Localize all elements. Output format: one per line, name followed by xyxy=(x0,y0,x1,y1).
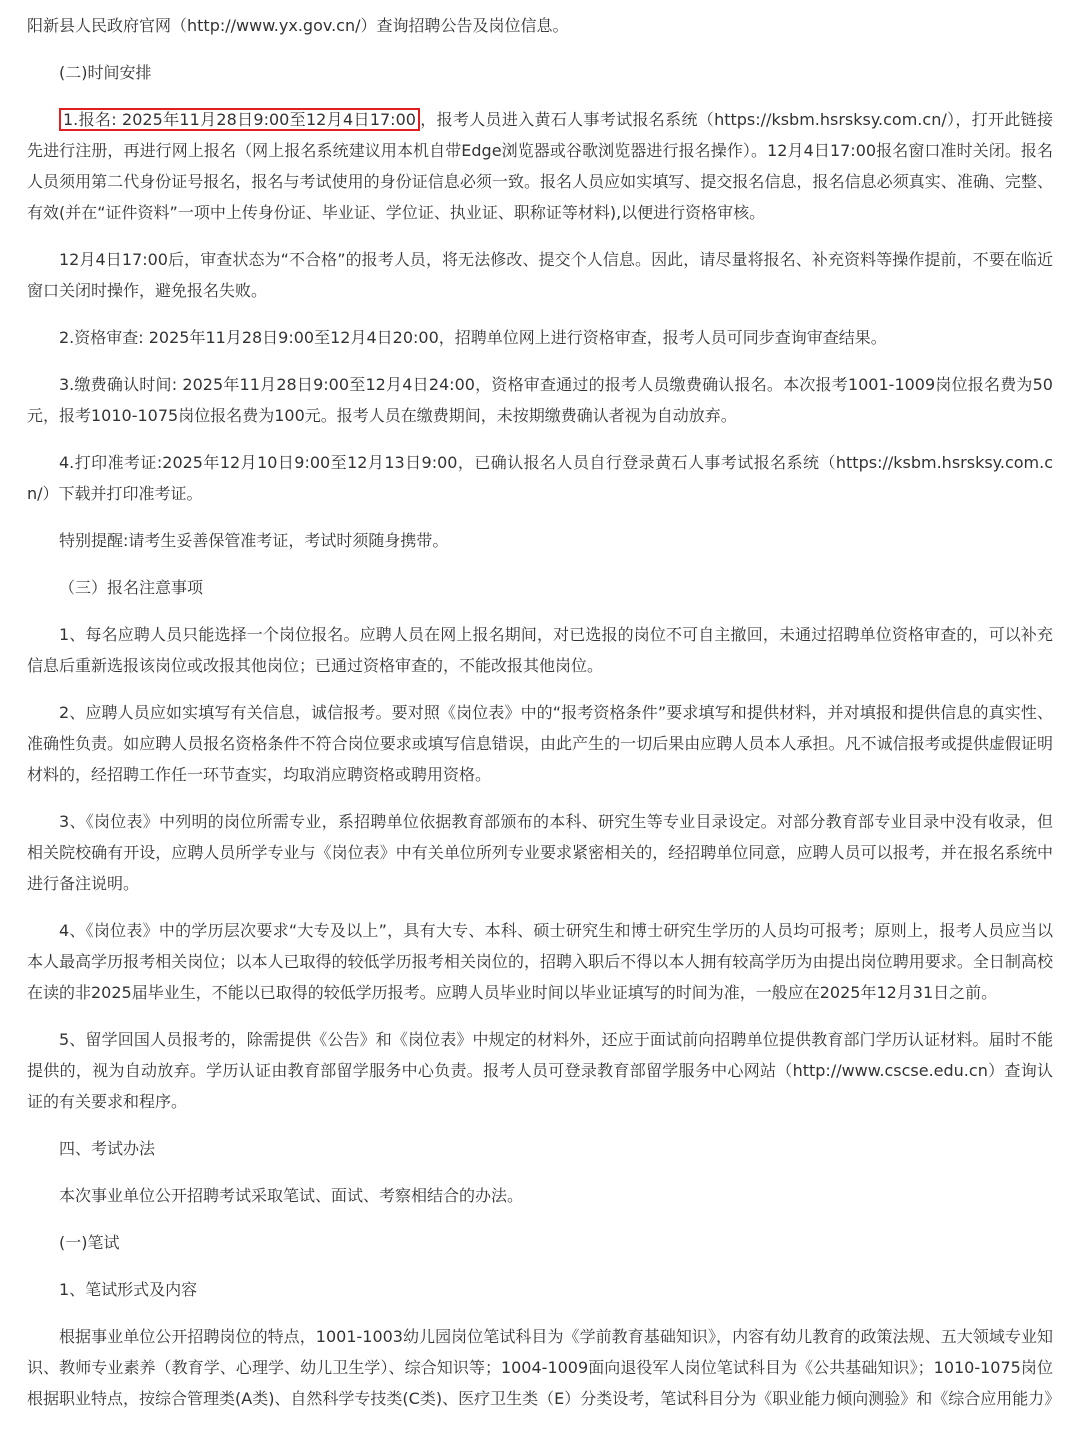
section-heading-written: (一)笔试 xyxy=(59,1233,120,1252)
note-3: 3、《岗位表》中列明的岗位所需专业，系招聘单位依据教育部颁布的本科、研究生等专业目录设定。对部分教育部专业目录中没有收录，但相关院校确有开设，应聘人员所学专业与《岗位表》中有关单位所列专业要求紧密相关的，经招聘单位同意，应聘人员可以报考，并在报名系统中进行备注说明。 xyxy=(27,812,1053,893)
intro-paragraph: 阳新县人民政府官网（http://www.yx.gov.cn/）查询招聘公告及岗位信息。 xyxy=(27,16,569,35)
review-paragraph: 2.资格审查: 2025年11月28日9:00至12月4日20:00，招聘单位网上进行资格审查，报考人员可同步查询审查结果。 xyxy=(59,328,887,347)
section-heading-notes: （三）报名注意事项 xyxy=(59,578,204,597)
registration-highlight: 1.报名: 2025年11月28日9:00至12月4日17:00 xyxy=(59,108,420,131)
note-1: 1、每名应聘人员只能选择一个岗位报名。应聘人员在网上报名期间，对已选报的岗位不可自主撤回，未通过招聘单位资格审查的，可以补充信息后重新选报该岗位或改报其他岗位；已通过资格审查的，不能改报其他岗位。 xyxy=(27,625,1053,675)
registration-paragraph xyxy=(27,104,1053,228)
written-exam-paragraph: 根据事业单位公开招聘岗位的特点，1001-1003幼儿园岗位笔试科目为《学前教育基础知识》，内容有幼儿教育的政策法规、五大领域专业知识、教师专业素养（教育学、心理学、幼儿卫生学）、综合知识等；1004-1009面向退役军人岗位笔试科目为《公共基础知识》；1010-1075岗位根据职业特点，按综合管理类(A类)、自然科学专技类(C类)、医疗卫生类（E）分类设考，笔试科目分为《职业能力倾向测验》和《综合应用能力》 xyxy=(27,1327,1061,1408)
section-heading-schedule: (二)时间安排 xyxy=(59,63,152,82)
reminder-paragraph: 特别提醒:请考生妥善保管准考证，考试时须随身携带。 xyxy=(59,531,449,550)
print-ticket-paragraph: 4.打印准考证:2025年12月10日9:00至12月13日9:00，已确认报名人员自行登录黄石人事考试报名系统（https://ksbm.hsrsksy.com.cn/）下载并打印准考证。 xyxy=(27,453,1053,503)
fee-paragraph: 3.缴费确认时间: 2025年11月28日9:00至12月4日24:00，资格审查通过的报考人员缴费确认报名。本次报考1001-1009岗位报名费为50元，报考1010-1075岗位报名费为100元。报考人员在缴费期间，未按期缴费确认者视为自动放弃。 xyxy=(27,375,1053,425)
exam-method-paragraph: 本次事业单位公开招聘考试采取笔试、面试、考察相结合的办法。 xyxy=(59,1186,524,1205)
note-5: 5、留学回国人员报考的，除需提供《公告》和《岗位表》中规定的材料外，还应于面试前向招聘单位提供教育部门学历认证材料。届时不能提供的，视为自动放弃。学历认证由教育部留学服务中心负责。报考人员可登录教育部留学服务中心网站（http://www.cscse.edu.cn）查询认证的有关要求和程序。 xyxy=(27,1030,1053,1111)
deadline-paragraph: 12月4日17:00后，审查状态为“不合格”的报考人员，将无法修改、提交个人信息。因此，请尽量将报名、补充资料等操作提前，不要在临近窗口关闭时操作，避免报名失败。 xyxy=(27,250,1053,300)
article-body xyxy=(27,10,1061,1414)
section-heading-form: 1、笔试形式及内容 xyxy=(59,1280,198,1299)
note-2: 2、应聘人员应如实填写有关信息，诚信报考。要对照《岗位表》中的“报考资格条件”要求填写和提供材料，并对填报和提供信息的真实性、准确性负责。如应聘人员报名资格条件不符合岗位要求或填写信息错误，由此产生的一切后果由应聘人员本人承担。凡不诚信报考或提供虚假证明材料的，经招聘工作任一环节查实，均取消应聘资格或聘用资格。 xyxy=(27,703,1053,784)
registration-text: ，报考人员进入黄石人事考试报名系统（https://ksbm.hsrsksy.com.cn/），打开此链接先进行注册，再进行网上报名（网上报名系统建议用本机自带Edge浏览器或谷歌浏览器进行报名操作）。12月4日17:00报名窗口准时关闭。报名人员须用第二代身份证号报名，报名与考试使用的身份证信息必须一致。报名人员应如实填写、提交报名信息，报名信息必须真实、准确、完整、有效(并在“证件资料”一项中上传身份证、毕业证、学位证、执业证、职称证等材料),以便进行资格审核。 xyxy=(27,110,1053,222)
section-heading-exam: 四、考试办法 xyxy=(59,1139,156,1158)
note-4: 4、《岗位表》中的学历层次要求“大专及以上”，具有大专、本科、硕士研究生和博士研究生学历的人员均可报考；原则上，报考人员应当以本人最高学历报考相关岗位；以本人已取得的较低学历报考相关岗位的，招聘入职后不得以本人拥有较高学历为由提出岗位聘用要求。全日制高校在读的非2025届毕业生，不能以已取得的较低学历报考。应聘人员毕业时间以毕业证填写的时间为准，一般应在2025年12月31日之前。 xyxy=(27,921,1053,1002)
